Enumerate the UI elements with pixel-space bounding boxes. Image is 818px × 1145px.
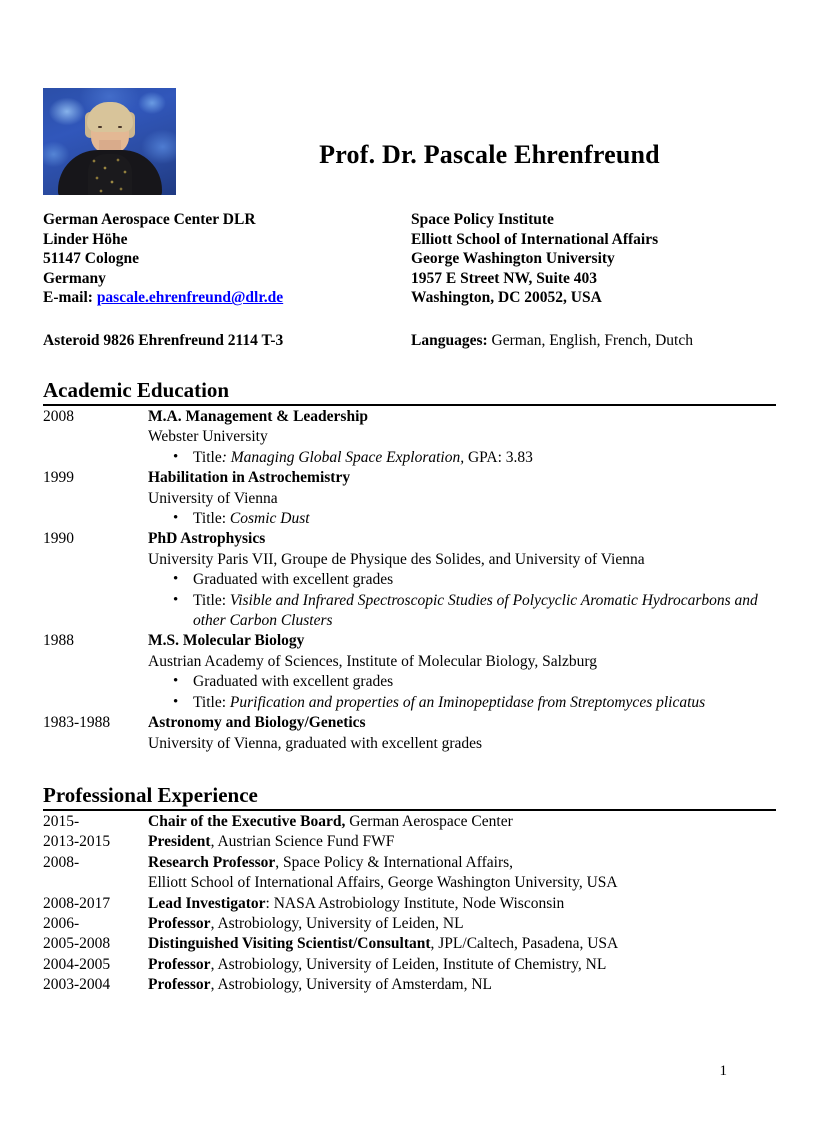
entry-line: [148, 975, 776, 995]
entry-year: 2013-2015: [43, 833, 111, 851]
bullet-prefix: Title: [193, 448, 222, 466]
entry-body: [148, 975, 776, 995]
bullet-prefix: Graduated with excellent grades: [193, 571, 394, 589]
contact-left-line: Linder Höhe: [43, 230, 128, 248]
page-title: Prof. Dr. Pascale Ehrenfreund: [319, 140, 660, 169]
section-heading: Academic Education: [43, 378, 230, 402]
bullet-prefix: Graduated with excellent grades: [193, 673, 394, 691]
entry-line: [148, 853, 776, 873]
entry-body: [148, 894, 776, 914]
entry-line: [148, 812, 776, 832]
entry-bullet: [148, 591, 776, 632]
entry-line: [148, 955, 776, 975]
entry-year: 2006-: [43, 915, 80, 933]
entry-role: Research Professor: [148, 853, 276, 871]
entry-line: [148, 894, 776, 914]
entry-year: 2005-2008: [43, 935, 111, 953]
section-heading: Professional Experience: [43, 783, 258, 807]
contact-right-line: 1957 E Street NW, Suite 403: [411, 269, 597, 287]
entry-role: Professor: [148, 915, 211, 933]
entry-year: 2015-: [43, 813, 80, 830]
entry-year: 2008-2017: [43, 894, 111, 912]
entry-detail: German Aerospace Center: [345, 813, 513, 830]
entry-role: Professor: [148, 976, 211, 994]
experience-entry: [43, 975, 776, 995]
entry-subtitle: Webster University: [148, 428, 268, 446]
contact-block: [43, 210, 776, 351]
section-academic-education: [43, 378, 776, 754]
entry-line: [148, 832, 776, 852]
entry-heading: Astronomy and Biology/Genetics: [148, 714, 366, 732]
entry-detail: , Space Policy & International Affairs,: [275, 853, 514, 871]
entry-subtitle: University of Vienna: [148, 489, 278, 507]
contact-right-line: Elliott School of International Affairs: [411, 230, 659, 248]
contact-left-line: Germany: [43, 269, 106, 287]
languages-block: [411, 331, 776, 351]
entry-detail: , Astrobiology, University of Leiden, Institute of Chemistry, NL: [210, 955, 607, 973]
education-entry: [43, 631, 776, 713]
entry-detail: , Austrian Science Fund FWF: [210, 833, 395, 851]
email-link[interactable]: pascale.ehrenfreund@dlr.de: [96, 289, 284, 307]
languages-label: Languages:: [411, 331, 488, 349]
entry-body: [148, 853, 776, 894]
section-divider: [43, 404, 776, 406]
entry-body: [148, 713, 776, 754]
entry-year: 1988: [43, 632, 74, 650]
bullet-title: Cosmic Dust: [229, 510, 310, 528]
entry-line: [148, 934, 776, 954]
email-label: E-mail:: [43, 289, 93, 307]
entry-body: [148, 955, 776, 975]
entry-bullet: [148, 570, 776, 590]
education-entry-list: [43, 407, 776, 754]
languages-value: German, English, French, Dutch: [491, 331, 693, 349]
entry-subtitle: University of Vienna, graduated with excellent grades: [148, 734, 483, 752]
contact-right-column: [411, 210, 776, 308]
hair: [87, 102, 133, 132]
entry-bullet: [148, 509, 776, 529]
contact-right-line: Space Policy Institute: [411, 211, 554, 228]
entry-year: 2004-2005: [43, 955, 111, 973]
cv-header: [43, 88, 776, 196]
entry-body: [148, 914, 776, 934]
experience-entry: [43, 894, 776, 914]
entry-bullet: [148, 672, 776, 692]
entry-heading: Habilitation in Astrochemistry: [148, 469, 351, 487]
entry-detail: , Astrobiology, University of Leiden, NL: [210, 915, 464, 933]
entry-detail-second-line: Elliott School of International Affairs, George Washington University, USA: [148, 874, 618, 892]
entry-role: Distinguished Visiting Scientist/Consultant: [148, 935, 431, 953]
entry-year: 2003-2004: [43, 976, 111, 994]
asteroid-line: Asteroid 9826 Ehrenfreund 2114 T-3: [43, 331, 284, 349]
entry-heading: PhD Astrophysics: [148, 530, 266, 548]
entry-year: 1990: [43, 530, 74, 548]
entry-bullet-list: [148, 672, 776, 713]
entry-role: President: [148, 833, 211, 851]
bullet-prefix: Title:: [193, 591, 230, 609]
experience-entry: [43, 832, 776, 852]
experience-entry: [43, 853, 776, 894]
portrait-photo: [43, 88, 176, 195]
bullet-title: Purification and properties of an Iminopeptidase from Streptomyces plicatus: [229, 693, 706, 711]
scarf: [88, 154, 132, 195]
bullet-prefix: Title:: [193, 693, 230, 711]
entry-bullet: [148, 448, 776, 468]
bullet-prefix: Title:: [193, 510, 230, 528]
languages-line: [411, 331, 776, 351]
entry-body: [148, 812, 776, 832]
entry-year: 2008-: [43, 853, 80, 871]
entry-line: [148, 914, 776, 934]
entry-year: 1999: [43, 469, 74, 487]
contact-left-line: 51147 Cologne: [43, 250, 140, 268]
entry-body: [148, 934, 776, 954]
contact-right-line: Washington, DC 20052, USA: [411, 289, 602, 307]
entry-detail: , JPL/Caltech, Pasadena, USA: [430, 935, 619, 953]
education-entry: [43, 713, 776, 754]
bullet-suffix: GPA: 3.83: [464, 448, 533, 466]
email-line: [43, 288, 411, 308]
entry-body: [148, 529, 776, 631]
experience-entry: [43, 955, 776, 975]
contact-left-column: [43, 210, 411, 308]
entry-subtitle: University Paris VII, Groupe de Physique des Solides, and University of Vienna: [148, 550, 645, 568]
education-entry: [43, 529, 776, 631]
entry-role: Lead Investigator: [148, 894, 266, 912]
experience-entry-list: [43, 812, 776, 996]
eye-right: [118, 126, 122, 128]
entry-body: [148, 407, 776, 468]
entry-year: 1983-1988: [43, 714, 111, 732]
bullet-title: : Managing Global Space Exploration,: [221, 448, 465, 466]
entry-heading: M.S. Molecular Biology: [148, 632, 305, 650]
experience-entry: [43, 914, 776, 934]
contact-right-line: George Washington University: [411, 250, 615, 268]
entry-bullet-list: [148, 509, 776, 529]
bullet-title: Visible and Infrared Spectroscopic Studies of Polycyclic Aromatic Hydrocarbons and other Carbon Clusters: [193, 591, 758, 630]
entry-heading: M.A. Management & Leadership: [148, 408, 368, 425]
education-entry: [43, 468, 776, 529]
eye-left: [98, 126, 102, 128]
experience-entry: [43, 934, 776, 954]
entry-detail: , Astrobiology, University of Amsterdam, NL: [210, 976, 492, 994]
entry-detail: : NASA Astrobiology Institute, Node Wisconsin: [265, 894, 565, 912]
entry-subtitle: Austrian Academy of Sciences, Institute of Molecular Biology, Salzburg: [148, 652, 597, 670]
section-professional-experience: [43, 783, 776, 996]
entry-bullet: [148, 693, 776, 713]
entry-bullet-list: [148, 570, 776, 631]
section-divider: [43, 809, 776, 811]
education-entry: [43, 407, 776, 468]
asteroid-block: [43, 331, 411, 351]
page-number: 1: [719, 1063, 727, 1079]
contact-left-line: German Aerospace Center DLR: [43, 211, 256, 228]
entry-bullet-list: [148, 448, 776, 468]
entry-role: Chair of the Executive Board,: [148, 813, 346, 830]
entry-body: [148, 631, 776, 713]
entry-body: [148, 468, 776, 529]
experience-entry: [43, 812, 776, 832]
entry-body: [148, 832, 776, 852]
entry-year: 2008: [43, 408, 74, 425]
entry-role: Professor: [148, 955, 211, 973]
